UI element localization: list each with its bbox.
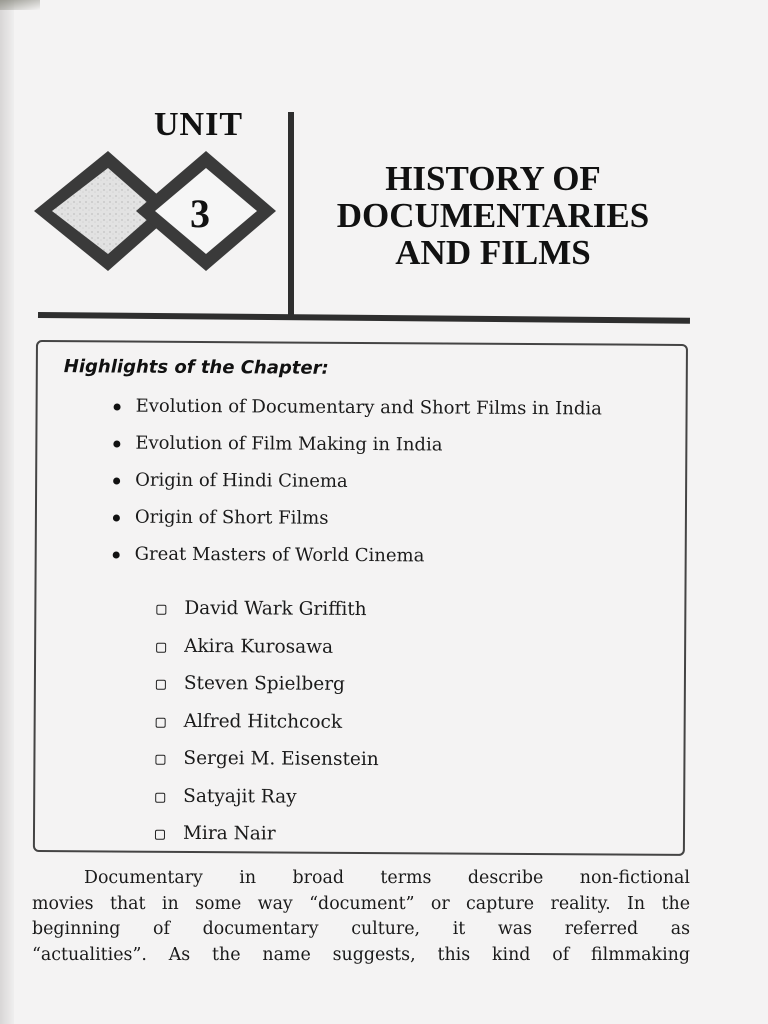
body-paragraph [32,866,690,968]
square-bullet-icon [155,830,165,840]
sub-list-item [156,597,596,624]
sub-list-item-text: David Wark Griffith [184,597,367,621]
highlights-bullet-list [111,394,672,582]
sub-list-item-text: Satyajit Ray [183,785,297,808]
square-bullet-icon [156,642,166,652]
list-item-text: Evolution of Documentary and Short Films in India [135,395,602,420]
list-item-text: Great Masters of World Cinema [134,543,425,567]
list-item [112,394,672,421]
sub-list-item [155,747,595,774]
sub-list-item [155,822,595,849]
corner-shadow [0,0,40,10]
chapter-title-line: AND FILMS [395,233,591,272]
paragraph-line: Documentary in broad terms describe non-fictional [84,868,690,888]
unit-number: 3 [190,191,210,236]
sub-list-item [156,634,596,661]
bullet-dot-icon [113,551,120,558]
bullet-dot-icon [113,514,120,521]
list-item-text: Evolution of Film Making in India [135,432,443,456]
bullet-dot-icon [114,403,121,410]
title-divider-horizontal [38,312,690,324]
sub-list-item-text: Alfred Hitchcock [183,710,343,733]
square-bullet-icon [155,792,165,802]
list-item [111,505,671,532]
sub-list-item [156,672,596,699]
square-bullet-icon [156,605,166,615]
square-bullet-icon [156,717,166,727]
paragraph-line: beginning of documentary culture, it was referred as [32,919,690,939]
double-diamond-emblem-icon [30,146,280,276]
list-item [111,542,671,569]
unit-label: UNIT [154,106,244,143]
masters-sub-list [155,597,597,862]
list-item-text: Origin of Short Films [134,506,329,529]
square-bullet-icon [156,680,166,690]
bullet-dot-icon [113,477,120,484]
highlights-heading: Highlights of the Chapter: [63,356,329,379]
bullet-dot-icon [113,440,120,447]
paragraph-line: movies that in some way “document” or capture reality. In the [32,893,690,914]
sub-list-item-text: Mira Nair [182,822,276,845]
chapter-title-line: HISTORY OF [385,159,601,198]
list-item-text: Origin of Hindi Cinema [135,469,348,492]
sub-list-item [156,709,596,736]
sub-list-item-text: Sergei M. Eisenstein [183,747,379,771]
chapter-title [296,160,690,271]
square-bullet-icon [155,755,165,765]
list-item [111,468,671,495]
title-divider-vertical [288,112,294,320]
sub-list-item-text: Akira Kurosawa [184,635,334,658]
highlights-box [33,340,688,856]
sub-list-item [155,784,595,811]
list-item [111,431,671,458]
page-edge [0,0,14,1024]
sub-list-item-text: Steven Spielberg [183,672,345,695]
chapter-title-line: DOCUMENTARIES [336,196,650,235]
paragraph-line: “actualities”. As the name suggests, this kind of filmmaking [32,944,690,965]
